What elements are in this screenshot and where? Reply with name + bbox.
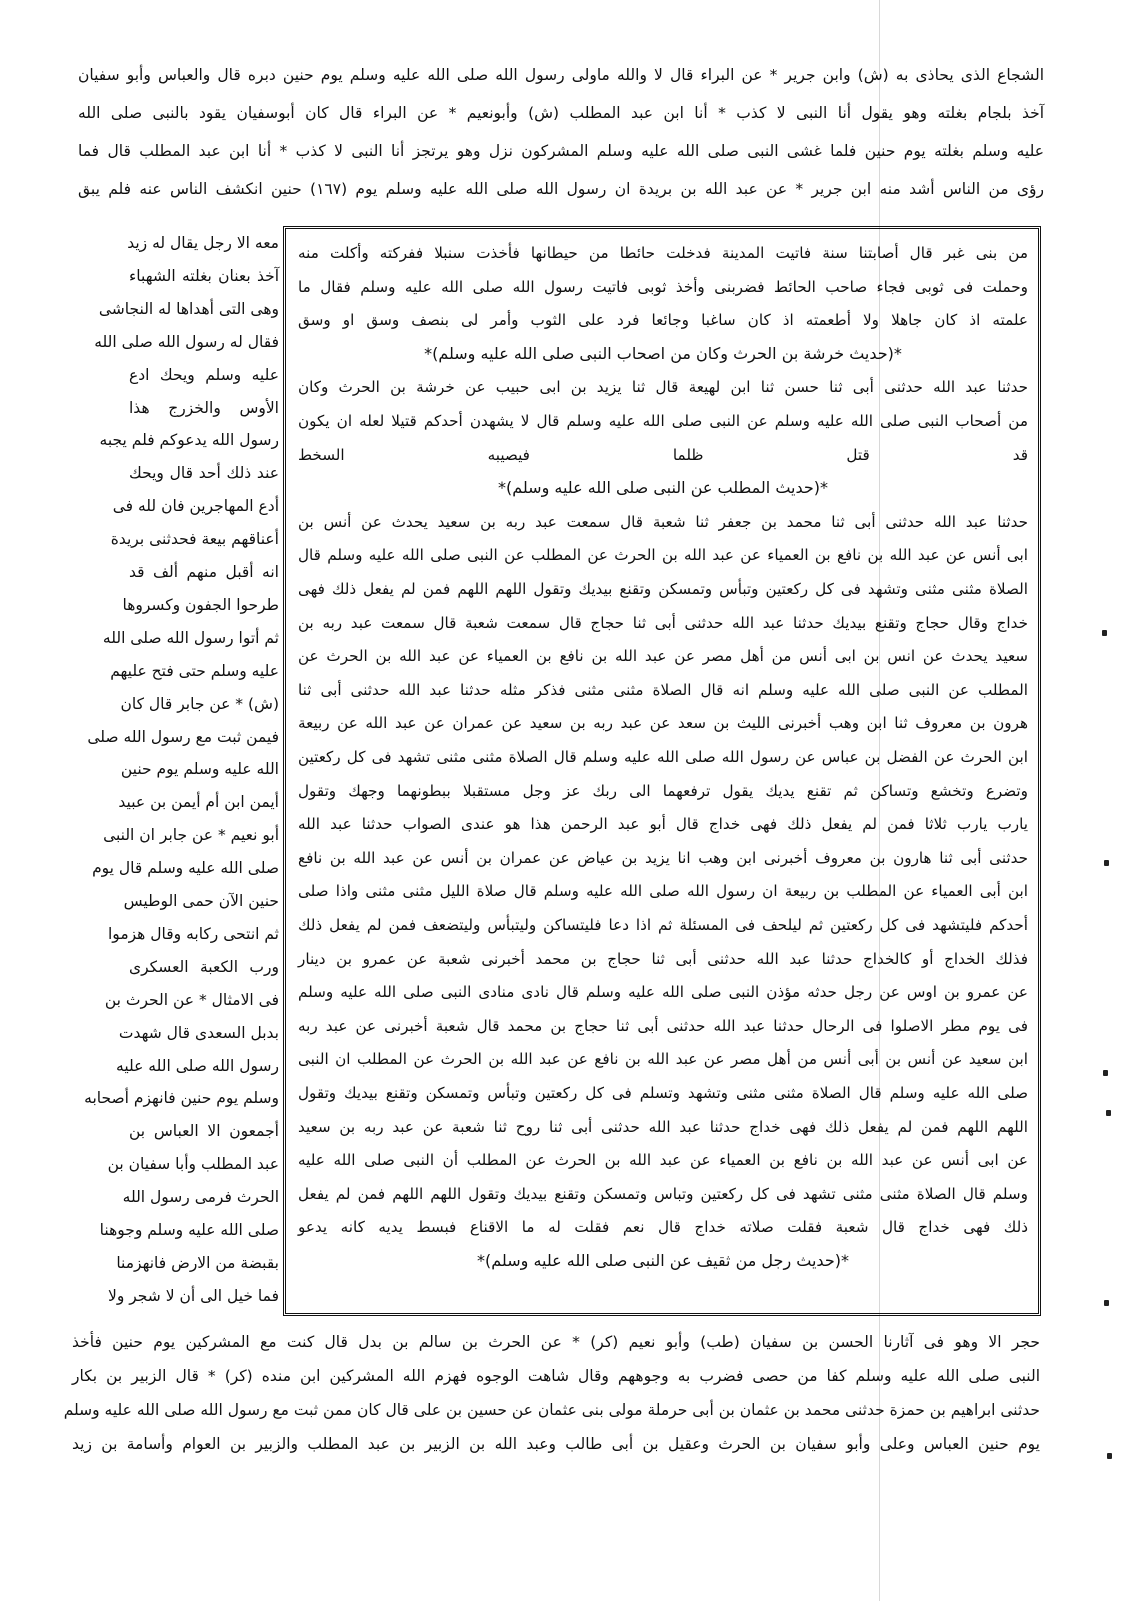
margin-text-line: فيمن ثبت مع رسول الله صلى	[87, 727, 279, 746]
margin-text-line: رسول الله يدعوكم فلم يجبه	[99, 431, 279, 450]
main-text-line: وسلم قال الصلاة مثنى مثنى تشهد فى كل ركعتين وتباس وتمسكن وتقنع بيديك وتقول اللهم اللهم فمن لم يفعل	[298, 1184, 1028, 1203]
margin-text-line: أدع المهاجرين فان لله فى	[112, 497, 279, 516]
main-text-line: *(حديث رجل من ثقيف عن النبى صلى الله عليه وسلم)*	[477, 1251, 849, 1270]
main-text-line: خداج وقال حجاج وتقنع بيديك حدثنا عبد الله حدثنى أبى ثنا حجاج قال سمعت شعبة قال سمعت عبد ربه بن	[298, 613, 1028, 632]
margin-text-line: صلى الله عليه وسلم قال يوم	[92, 859, 279, 878]
bottom-line: النبى صلى الله عليه وسلم كفا من حصى فضرب به وجوههم وقال شاهت الوجوه فهزم الله المشركين ابن منده (كر) * قال الزبير بن بكار	[72, 1367, 1040, 1385]
scan-mark	[1103, 1070, 1108, 1076]
top-line: عليه وسلم بغلته يوم حنين فلما غشى النبى صلى الله عليه وسلم المشركون نزل وهو يرتجز أنا النبى لا كذب * أنا ابن عبد المطلب قال فما	[78, 142, 1044, 160]
main-text-line: اللهم اللهم فمن لم يفعل ذلك فهى خداج حدثنا عبد الله حدثنى أبى ثنا روح ثنا شعبة عن عبد ربه بن سعيد	[298, 1117, 1028, 1136]
main-text-frame	[283, 226, 1041, 1316]
main-text-body	[286, 229, 1038, 1313]
margin-text-line: أيمن ابن أم أيمن بن عبيد	[118, 793, 279, 812]
main-text-line: المطلب عن النبى صلى الله عليه وسلم انه قال الصلاة مثنى مثنى فذكر مثله حدثنا عبد الله حدثنى أبى ثنا	[298, 680, 1028, 699]
margin-text-line: الحرث فرمى رسول الله	[122, 1188, 279, 1207]
margin-text-line: طرحوا الجفون وكسروها	[122, 595, 279, 614]
margin-text-line: عليه وسلم ويحك ادع	[129, 365, 279, 384]
bottom-line: يوم حنين العباس وعلى وأبو سفيان بن الحرث وعقيل بن أبى طالب وعبد الله بن الزبير بن عبد المطلب والزبير بن العوام وأسامة بن زيد	[72, 1435, 1040, 1453]
main-text-line: سعيد يحدث عن انس بن ابى أنس من أهل مصر عن عبد الله بن نافع بن العمياء عن عبد الله بن الحرث عن	[298, 647, 1028, 666]
margin-text-line: صلى الله عليه وسلم وجوهنا	[99, 1221, 279, 1239]
main-text-line: من بنى غبر قال أصابتنا سنة فاتيت المدينة فدخلت حائطا من حيطانها فأخذت سنبلا ففركته وأكلت منه	[298, 244, 1028, 262]
scan-mark	[1107, 1453, 1112, 1459]
margin-text-column	[14, 226, 279, 1316]
margin-text-line: أعناقهم بيعة فحدثنى بريدة	[110, 530, 279, 549]
main-text-line: ذلك فهى خداج قال شعبة فقلت صلاته خداج قال نعم فقلت له ما الاقناع فبسط يديه كانه يدعو	[298, 1218, 1028, 1237]
margin-text-line: الأوس والخزرج هذا	[129, 398, 279, 417]
margin-text-line: (ش) * عن جابر قال كان	[120, 694, 279, 713]
top-line: الشجاع الذى يحاذى به (ش) وابن جرير * عن البراء قال لا والله ماولى رسول الله صلى الله عليه وسلم يوم حنين دبره قال والعباس وأبو سفيان	[78, 66, 1044, 84]
margin-text-line: الله عليه وسلم يوم حنين	[120, 760, 279, 779]
main-text-line: فى يوم مطر الاصلوا فى الرحال حدثنا عبد الله حدثنى أبى ثنا حجاج بن محمد قال شعبة أخبرنى عن عبد ربه	[298, 1016, 1028, 1035]
main-text-line: *(حديث خرشة بن الحرث وكان من اصحاب النبى صلى الله عليه وسلم)*	[424, 343, 902, 363]
main-text-line: يارب يارب ثلاثا فمن لم يفعل ذلك فهى خداج قال أبو عبد الرحمن هذا هو عندى الصواب حدثنا عبد الله	[298, 815, 1028, 834]
main-text-line: ابن سعيد عن أنس بن أبى أنس من أهل مصر عن عبد الله بن نافع عن عبد الله بن الحرث عن المطلب ان النبى	[298, 1050, 1028, 1069]
margin-text-line: آخذ بعنان بغلته الشهباء	[129, 266, 279, 285]
margin-text-line: عبد المطلب وأبا سفيان بن	[107, 1155, 279, 1174]
main-text-line: ابى أنس عن عبد الله بن نافع بن العمياء عن عبد الله بن الحرث عن المطلب عن النبى صلى الله عليه وسلم قال	[298, 546, 1028, 565]
main-text-line: قد قتل ظلما فيصيبه السخط	[298, 445, 1028, 464]
margin-text-line: انه أقبل منهم ألف قد	[129, 563, 279, 581]
margin-text-line: ثم أتوا رسول الله صلى الله	[102, 628, 279, 647]
main-text-line: وتضرع وتخشع وتساكن ثم تقنع يديك يقول ترفعهما الى ربك عز وجل مستقبلا ببطونهما وجهك وتقول	[298, 781, 1028, 800]
top-line: رؤى من الناس أشد منه ابن جرير * عن عبد الله بن بريدة ان رسول الله صلى الله عليه وسلم يوم (١٦٧) حنين انكشف الناس عنه فلم يبق	[78, 180, 1045, 198]
bottom-line: حجر الا وهو فى آثارنا الحسن بن سفيان (طب) وأبو نعيم (كر) * عن الحرث بن سالم بن بدل قال كنت مع المشركين يوم حنين فأخذ	[72, 1333, 1040, 1351]
main-text-line: أحدكم فليتشهد فى كل ركعتين ثم ليلحف فى المسئلة ثم اذا دعا فليتساكن وليتبأس وليتضعف فمن لم يفعل ذلك	[298, 916, 1028, 934]
margin-text-line: فى الامثال * عن الحرث بن	[104, 990, 279, 1009]
main-text-line: من أصحاب النبى صلى الله عليه وسلم عن النبى صلى الله عليه وسلم قال لا يشهدن أحدكم قتيلا لعله ان يكون	[298, 412, 1028, 430]
margin-text-line: وسلم يوم حنين فانهزم أصحابه	[84, 1089, 279, 1108]
top-line: آخذ بلجام بغلته وهو يقول أنا النبى لا كذب * أنا ابن عبد المطلب (ش) وأبونعيم * عن البراء قال كان أبوسفيان يقود بالنبى صلى الله	[78, 104, 1044, 122]
margin-text-line: عند ذلك أحد قال ويحك	[129, 464, 279, 483]
main-text-line: حدثنى أبى ثنا هارون بن معروف أخبرنى ابن وهب انا يزيد بن عياض عن عمران بن أنس عن عبد الله بن نافع	[298, 848, 1028, 867]
bottom-line: حدثنى ابراهيم بن حمزة حدثنى محمد بن عثمان بن أبى حرملة مولى بنى عثمان عن حسين بن على قال كان ممن ثبت مع رسول الله صلى الله عليه وسلم	[63, 1401, 1040, 1419]
main-text-line: حدثنا عبد الله حدثنى أبى ثنا محمد بن جعفر ثنا شعبة قال سمعت عبد ربه بن سعيد يحدث عن أنس بن	[298, 512, 1028, 531]
margin-text-line: بقبضة من الارض فانهزمنا	[116, 1253, 279, 1272]
margin-text-line: بدبل السعدى قال شهدت	[118, 1023, 279, 1042]
main-text-line: الصلاة مثنى مثنى وتشهد فى كل ركعتين وتبأس وتمسكن وتقنع بيديك وتقول اللهم اللهم فمن لم يفعل ذلك فهى	[298, 580, 1028, 598]
main-text-line: *(حديث المطلب عن النبى صلى الله عليه وسلم)*	[497, 478, 829, 498]
margin-text-line: حنين الآن حمى الوطيس	[123, 892, 279, 910]
scan-mark	[1104, 860, 1109, 866]
margin-text-line: فما خيل الى أن لا شجر ولا	[108, 1286, 279, 1305]
margin-text-line: ثم انتحى ركابه وقال هزموا	[108, 924, 279, 943]
scan-mark	[1106, 1110, 1111, 1116]
main-text-line: فذلك الخداج أو كالخداج حدثنا عبد الله حدثنى أبى ثنا حجاج بن محمد أخبرنى شعبة عن عمرو بن دينار	[298, 949, 1028, 968]
margin-text-line: أبو نعيم * عن جابر ان النبى	[103, 826, 279, 845]
main-text-line: هرون بن معروف ثنا ابن وهب أخبرنى الليث بن سعد عن عبد ربه بن سعيد عن عمران عن عبد الله عن ربيعة	[298, 714, 1028, 733]
margin-text-line: فقال له رسول الله صلى الله	[94, 332, 279, 351]
scan-mark	[1102, 630, 1107, 636]
main-text-line: حدثنا عبد الله حدثنى أبى ثنا حسن ثنا ابن لهيعة قال ثنا يزيد بن ابى حبيب عن خرشة بن الحرث وكان	[298, 378, 1028, 397]
margin-text-line: ورب الكعبة العسكرى	[129, 957, 279, 976]
main-text-line: صلى الله عليه وسلم قال الصلاة مثنى مثنى وتشهد وتسلم فى كل ركعتين وتبأس وتمسكن وتقنع بيديك وتقول	[298, 1084, 1028, 1102]
margin-text-line: رسول الله صلى الله عليه	[116, 1056, 279, 1075]
margin-text-line: معه الا رجل يقال له زيد	[127, 234, 279, 252]
main-text-line: ابن الحرث عن الفضل بن عباس عن رسول الله صلى الله عليه وسلم قال الصلاة مثنى مثنى تشهد فى كل ركعتين	[298, 748, 1028, 766]
main-text-line: ابن أبى العمياء عن المطلب بن ربيعة ان رسول الله صلى الله عليه وسلم قال صلاة الليل مثنى مثنى واذا صلى	[298, 882, 1028, 901]
margin-text-line: وهى التى أهداها له النجاشى	[98, 299, 279, 318]
margin-text-line: أجمعون الا العباس بن	[129, 1122, 279, 1141]
margin-text-line: عليه وسلم حتى فتح عليهم	[110, 661, 279, 680]
main-text-line: علمته اذ كان جاهلا ولا أطعمته اذ كان ساغبا وجائعا فرد على الثوب وأمر لى بنصف وسق او وسق	[298, 311, 1028, 330]
main-text-line: وحملت فى ثوبى فجاء صاحب الحائط فضربنى وأخذ ثوبى فاتيت رسول الله صلى الله عليه وسلم فقال ما	[298, 277, 1028, 296]
scan-mark	[1104, 1300, 1109, 1306]
main-text-line: عن ابى أنس عن عبد الله بن نافع بن العمياء عن عبد الله بن الحرث عن المطلب أن النبى صلى الله عليه	[298, 1151, 1028, 1170]
main-text-line: عن عمرو بن اوس عن رجل حدثه مؤذن النبى صلى الله عليه وسلم قال نادى منادى النبى صلى الله عليه وسلم	[298, 983, 1028, 1002]
